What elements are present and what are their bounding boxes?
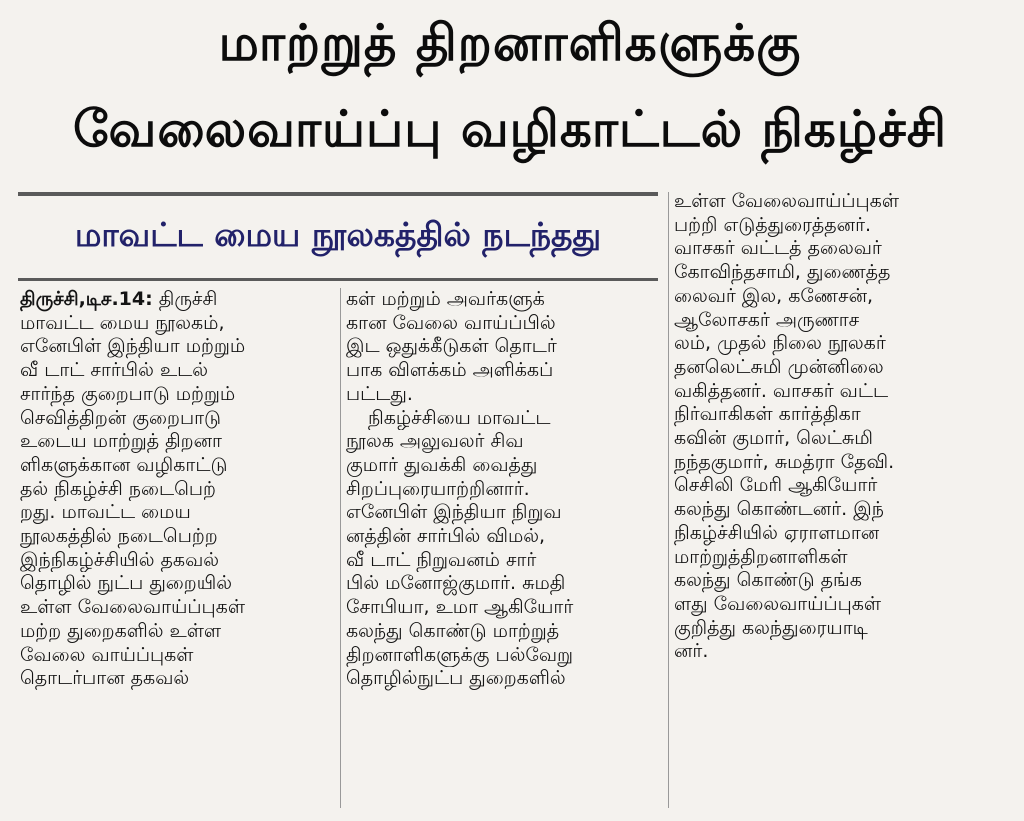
column-line: பாக விளக்கம் அளிக்கப்: [346, 359, 554, 382]
column-line: எனேபிள் இந்தியா நிறுவ: [346, 501, 562, 524]
column-line: நந்தகுமார், சுமத்ரா தேவி.: [674, 450, 895, 473]
headline-line-1: மாற்றுத் திறனாளிகளுக்கு: [218, 14, 802, 72]
article-column-1: [20, 288, 338, 813]
column-line: திறனாளிகளுக்கு பல்வேறு: [346, 643, 573, 666]
column-line: இந்நிகழ்ச்சியில் தகவல்: [20, 548, 220, 571]
column-line: நூலகத்தில் நடைபெற்ற: [20, 525, 218, 548]
column-line: றது. மாவட்ட மைய: [20, 501, 191, 524]
column-line: மாவட்ட மைய நூலகம்,: [20, 311, 225, 334]
subheadline-bottom-rule: [18, 278, 658, 281]
column-line: நிர்வாகிகள் கார்த்திகா: [674, 403, 861, 426]
column-line: இட ஒதுக்கீடுகள் தொடர்: [346, 335, 557, 358]
subheadline-box: [18, 200, 658, 274]
column-line: ளிகளுக்கான வழிகாட்டு: [20, 453, 228, 476]
column-line: கலந்து கொண்டு தங்க: [674, 569, 862, 592]
column-line: கோவிந்தசாமி, துணைத்த: [674, 261, 891, 284]
column-line: செசிலி மேரி ஆகியோர்: [674, 474, 878, 497]
column-line: வாசகர் வட்டத் தலைவர்: [674, 237, 882, 260]
column-line: மாற்றுத்திறனாளிகள்: [674, 545, 848, 568]
column-line: உள்ள வேலைவாய்ப்புகள்: [674, 190, 899, 212]
column-line: னர்.: [674, 640, 709, 663]
headline-line-2: வேலைவாய்ப்பு வழிகாட்டல் நிகழ்ச்சி: [73, 100, 947, 158]
subheadline-top-rule: [18, 192, 658, 196]
column-line: பற்றி எடுத்துரைத்தனர்.: [674, 213, 872, 236]
column-line: உள்ள வேலைவாய்ப்புகள்: [20, 596, 245, 619]
column-line: ளது வேலைவாய்ப்புகள்: [674, 592, 882, 615]
column-line: சிறப்புரையாற்றினார்.: [346, 477, 530, 500]
column-divider-1: [340, 288, 341, 808]
column-line: கவின் குமார், லெட்சுமி: [674, 427, 874, 450]
column-line: நிகழ்ச்சியில் ஏராளமான: [674, 521, 880, 544]
column-line: நூலக அலுவலர் சிவ: [346, 430, 524, 453]
column-line: தொழில் நுட்ப துறையில்: [20, 572, 232, 595]
column-line: நிகழ்ச்சியை மாவட்ட: [368, 406, 551, 429]
column-line: எனேபிள் இந்தியா மற்றும்: [20, 335, 246, 358]
column-line: பட்டது.: [346, 382, 413, 405]
column-line: குறித்து கலந்துரையாடி: [674, 616, 868, 639]
subheadline: மாவட்ட மைய நூலகத்தில் நடந்தது: [74, 215, 602, 254]
article-column-3: [674, 190, 1004, 810]
column-line: குமார் துவக்கி வைத்து: [346, 453, 538, 476]
column-line: உடைய மாற்றுத் திறனா: [20, 430, 222, 453]
column-divider-2: [668, 192, 669, 808]
column-line: ஆலோசகர் அருணாச: [674, 308, 860, 331]
dateline: திருச்சி,டிச.14:: [20, 288, 153, 310]
column-line: பில் மனோஜ்குமார். சுமதி: [346, 572, 566, 595]
column-line: திருச்சி,டிச.14: திருச்சி: [20, 288, 218, 310]
column-line: தொழில்நுட்ப துறைகளில்: [346, 667, 566, 690]
column-line: தல் நிகழ்ச்சி நடைபெற்: [20, 477, 216, 500]
column-line: மற்ற துறைகளில் உள்ள: [20, 619, 222, 642]
column-line: தொடர்பான தகவல்: [20, 667, 190, 690]
column-line: தனலெட்சுமி முன்னிலை: [674, 355, 884, 378]
column-line: சார்ந்த குறைபாடு மற்றும்: [20, 382, 236, 405]
column-line: லைவர் இல, கணேசன்,: [674, 284, 874, 307]
column-line: கலந்து கொண்டு மாற்றுத்: [346, 619, 560, 642]
column-line: வீ டாட் சார்பில் உடல்: [20, 359, 209, 382]
column-line: செவித்திறன் குறைபாடு: [20, 406, 221, 429]
column-line: கள் மற்றும் அவர்களுக்: [346, 288, 545, 310]
column-line: வகித்தனர். வாசகர் வட்ட: [674, 379, 889, 402]
column-line: சோபியா, உமா ஆகியோர்: [346, 596, 574, 619]
column-line: கான வேலை வாய்ப்பில்: [346, 311, 556, 334]
column-line: னத்தின் சார்பில் விமல்,: [346, 525, 546, 548]
column-line: கலந்து கொண்டனர். இந்: [674, 498, 884, 521]
column-line: வீ டாட் நிறுவனம் சார்: [346, 548, 537, 571]
article-column-2: [346, 288, 664, 813]
column-line: லம், முதல் நிலை நூலகர்: [674, 332, 886, 355]
column-line: வேலை வாய்ப்புகள்: [20, 643, 194, 666]
